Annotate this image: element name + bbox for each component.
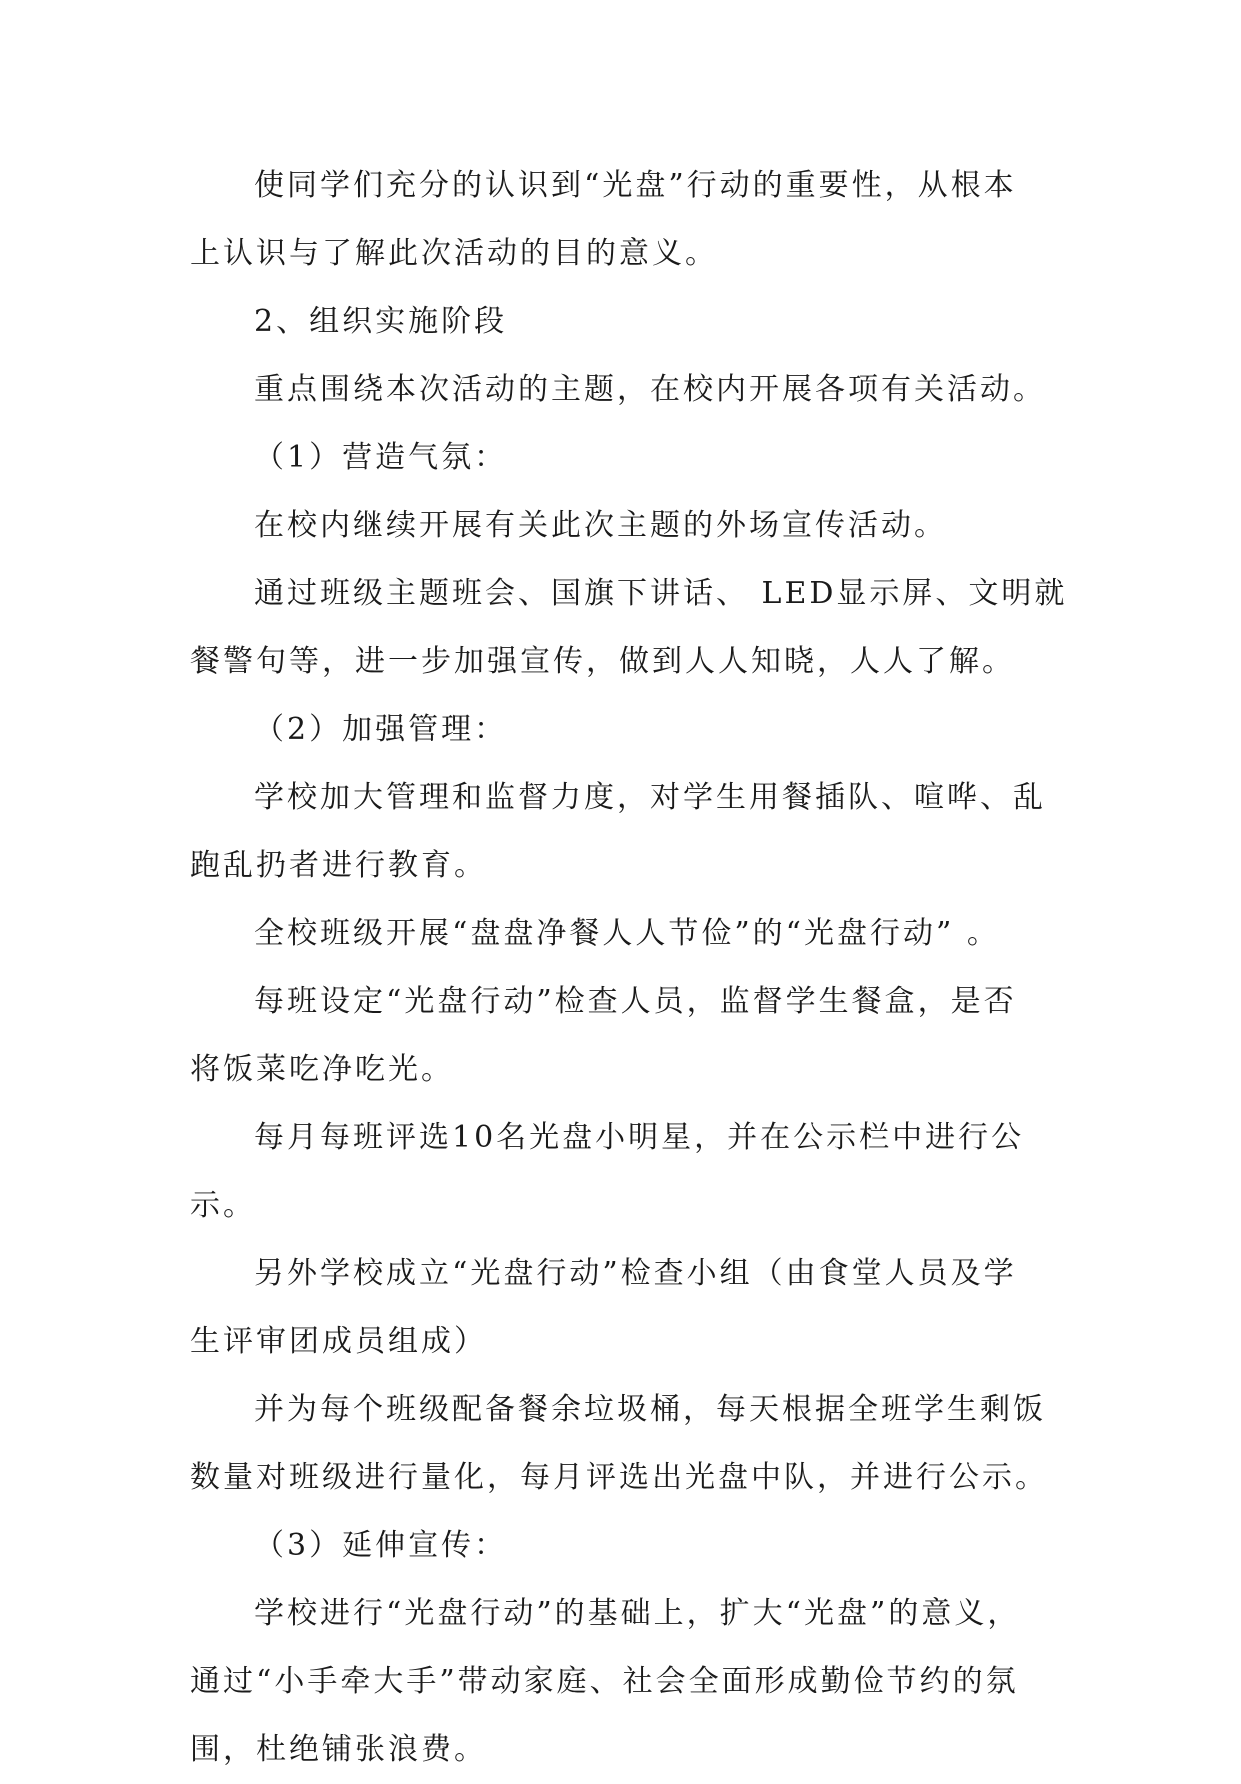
- text-line: 另外学校成立“光盘行动”检查小组（由食堂人员及学: [254, 1256, 1017, 1291]
- document-body: [190, 152, 1068, 1784]
- text-line: 学校加大管理和监督力度，对学生用餐插队、喧哗、乱: [254, 780, 1046, 815]
- text-line: 示。: [190, 1188, 256, 1223]
- text-line: （2）加强管理：: [254, 712, 508, 747]
- text-line: 重点围绕本次活动的主题，在校内开展各项有关活动。: [254, 372, 1046, 407]
- text-line: （1）营造气氛：: [254, 440, 508, 475]
- text-line: 生评审团成员组成）: [190, 1324, 487, 1359]
- text-line: 数量对班级进行量化，每月评选出光盘中队，并进行公示。: [190, 1460, 1048, 1495]
- text-line: 2、组织实施阶段: [254, 304, 508, 339]
- text-line: 围，杜绝铺张浪费。: [190, 1732, 487, 1767]
- text-line: 并为每个班级配备餐余垃圾桶，每天根据全班学生剩饭: [254, 1392, 1046, 1427]
- text-line: （3）延伸宣传：: [254, 1528, 508, 1563]
- text-line: 跑乱扔者进行教育。: [190, 848, 487, 883]
- text-line: 上认识与了解此次活动的目的意义。: [190, 236, 718, 271]
- text-line: 通过班级主题班会、国旗下讲话、 LED显示屏、文明就: [254, 576, 1068, 611]
- text-line: 使同学们充分的认识到“光盘”行动的重要性，从根本: [254, 168, 1017, 203]
- text-line: 通过“小手牵大手”带动家庭、社会全面形成勤俭节约的氛: [190, 1664, 1019, 1699]
- text-line: 每月每班评选10名光盘小明星，并在公示栏中进行公: [254, 1120, 1025, 1155]
- text-line: 将饭菜吃净吃光。: [190, 1052, 454, 1087]
- text-line: 学校进行“光盘行动”的基础上，扩大“光盘”的意义，: [254, 1596, 1021, 1631]
- text-line: 每班设定“光盘行动”检查人员，监督学生餐盒，是否: [254, 984, 1017, 1019]
- text-line: 餐警句等，进一步加强宣传，做到人人知晓，人人了解。: [190, 644, 1015, 679]
- text-line: 在校内继续开展有关此次主题的外场宣传活动。: [254, 508, 947, 543]
- text-line: 全校班级开展“盘盘净餐人人节俭”的“光盘行动” 。: [254, 916, 1000, 951]
